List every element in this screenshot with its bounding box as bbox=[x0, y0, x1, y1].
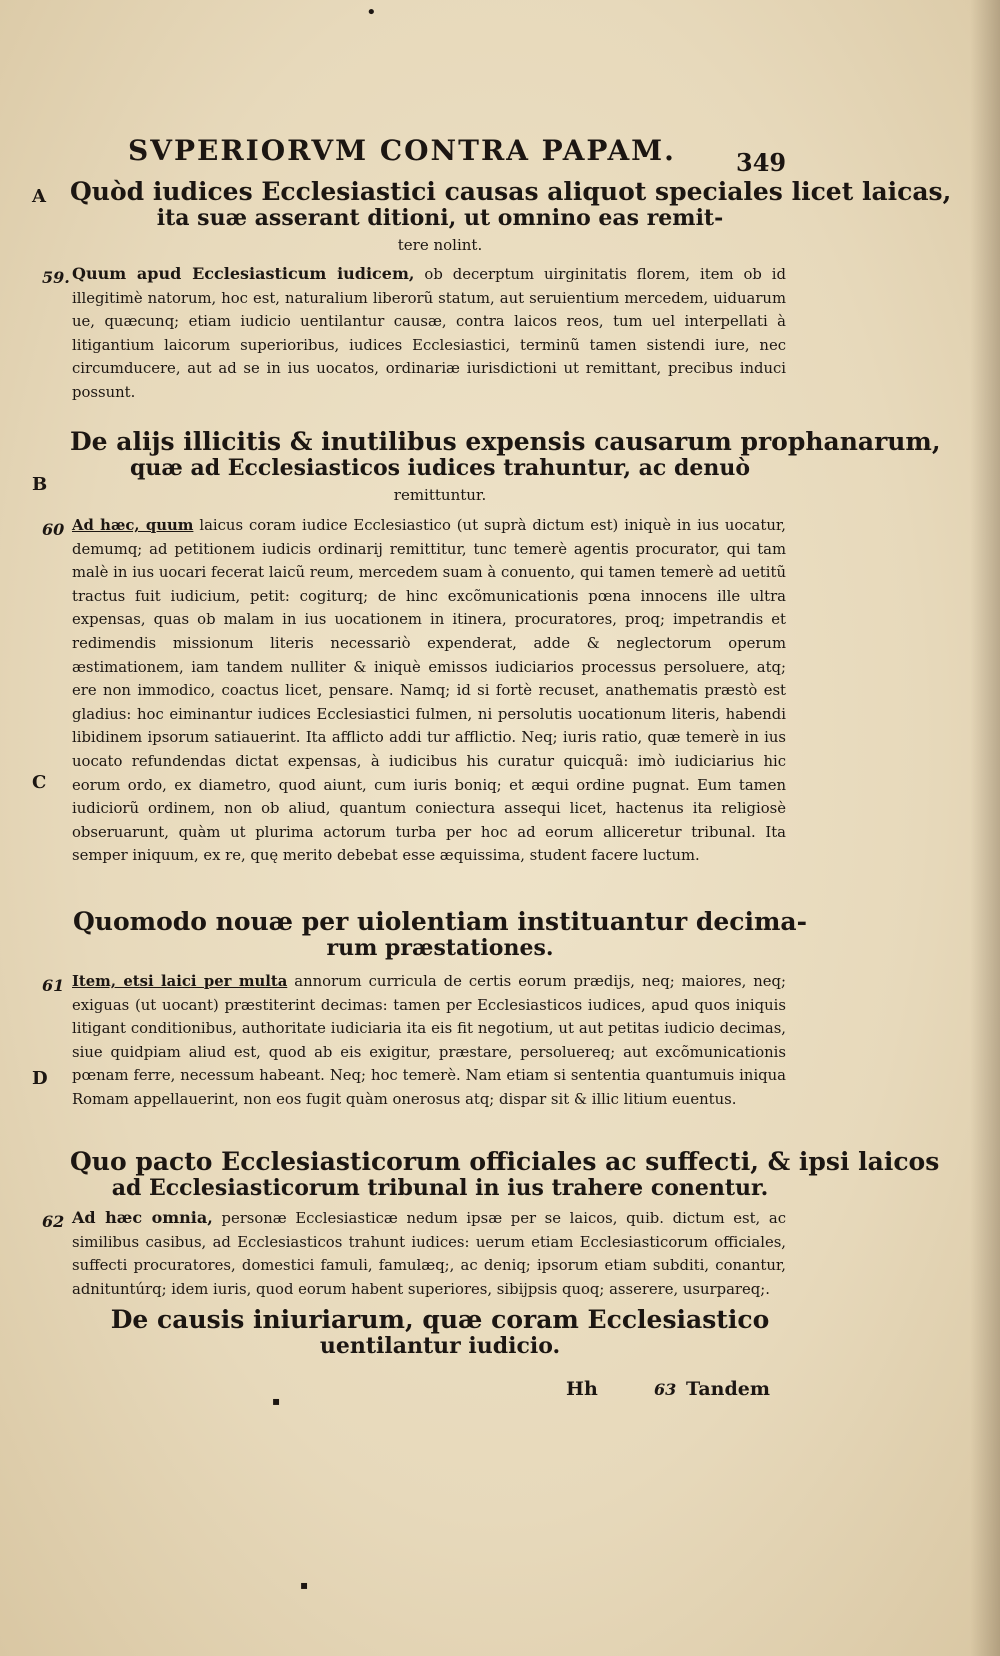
catchword: Tandem bbox=[686, 1378, 770, 1400]
heading-line: uentilantur iudicio. bbox=[319, 1333, 561, 1359]
ink-speck: ▪ bbox=[300, 1578, 309, 1592]
heading-line: rum præstationes. bbox=[326, 935, 554, 961]
paragraph-62 bbox=[72, 1206, 786, 1301]
paragraph-61 bbox=[72, 970, 786, 1112]
paragraph-number: 61 bbox=[42, 976, 65, 995]
top-ornament: • bbox=[366, 2, 377, 23]
heading-line: quæ ad Ecclesiasticos iudices trahuntur, ac denuò bbox=[129, 455, 751, 481]
section-heading-4 bbox=[70, 1147, 940, 1202]
marginal-letter-a: A bbox=[32, 186, 46, 207]
section-heading-1 bbox=[70, 177, 952, 259]
paragraph-lead: Ad hæc, quum bbox=[72, 517, 194, 534]
paragraph-body: annorum curricula de certis eorum prædijs, neq; maiores, neq; exiguas (ut uocant) præstiterint decimas: tamen per Ecclesiasticos iudices, apud quos iniquis litigant conditionibus, authoritate iudiciaria ita eis fit negotium, ut aut petitas iudicio decimas, siue quidpiam aliud est, quod ab eis exigitur, præstare, persoluereq; aut excõmunicationis pœnam ferre, necessum habeant. Neq; hoc temerè. Nam etiam si sententia quantumuis iniqua Romam appellauerint, non eos fugit quàm onerosus atq; dispar sit & illic litium euentus. bbox=[72, 973, 786, 1108]
paragraph-number: 59. bbox=[42, 268, 70, 287]
heading-line: Quo pacto Ecclesiasticorum officiales ac suffecti, & ipsi laicos bbox=[70, 1147, 940, 1176]
paragraph-lead: Ad hæc omnia, bbox=[72, 1208, 213, 1227]
heading-line: tere nolint. bbox=[397, 236, 483, 254]
heading-line: ita suæ asserant ditioni, ut omnino eas remit- bbox=[156, 205, 724, 231]
heading-line: Quomodo nouæ per uiolentiam instituantur decima- bbox=[73, 907, 807, 936]
paragraph-number: 60 bbox=[42, 520, 65, 539]
paragraph-59 bbox=[72, 262, 786, 405]
signature-mark: Hh bbox=[566, 1378, 598, 1400]
page-edge-shadow bbox=[970, 0, 1000, 1656]
section-heading-2 bbox=[70, 427, 941, 509]
folio-number: 349 bbox=[736, 148, 787, 177]
heading-line: Quòd iudices Ecclesiastici causas aliquot speciales licet laicas, bbox=[70, 177, 952, 206]
paragraph-60 bbox=[72, 514, 786, 868]
paragraph-body: ob decerptum uirginitatis florem, item ob id illegitimè natorum, hoc est, naturalium liberorũ statum, aut seruientium mercedem, uiduarum ue, quæcunq; etiam iudicio uentilantur causæ, contra laicos reos, tum uel interpellati à litigantium laicorum superioribus, iudices Ecclesiastici, terminũ tamen sistendi iure, nec circumducere, aut ad se in ius uocatos, ordinariæ iurisdictioni ut remittant, precibus induci possunt. bbox=[72, 266, 786, 401]
paragraph-number: 62 bbox=[42, 1212, 65, 1231]
paragraph-body: personæ Ecclesiasticæ nedum ipsæ per se laicos, quib. dictum est, ac similibus casibus, ad Ecclesiasticos trahunt iudices: uerum etiam Ecclesiasticorum officiales, suffecti procuratores, domestici famuli, famulæq;, ac deniq; ipsorum etiam subditi, conantur, adnituntúrq; idem iuris, quod eorum habent superiores, sibijpsis quoq; asserere, usurpareq;. bbox=[72, 1210, 786, 1298]
section-heading-3 bbox=[70, 908, 810, 962]
paragraph-lead: Quum apud Ecclesiasticum iudicem, bbox=[72, 264, 415, 283]
heading-line: remittuntur. bbox=[393, 486, 487, 504]
paragraph-lead: Item, etsi laici per multa bbox=[72, 973, 288, 990]
section-heading-5 bbox=[70, 1306, 810, 1360]
heading-line: ad Ecclesiasticorum tribunal in ius trahere conentur. bbox=[111, 1175, 769, 1201]
heading-line: De alijs illicitis & inutilibus expensis causarum prophanarum, bbox=[70, 427, 941, 456]
running-head: SVPERIORVM CONTRA PAPAM. bbox=[128, 134, 676, 167]
marginal-letter-b: B bbox=[32, 474, 48, 495]
catch-paragraph-number: 63 bbox=[654, 1380, 677, 1399]
marginal-letter-d: D bbox=[32, 1068, 48, 1089]
paragraph-body: laicus coram iudice Ecclesiastico (ut suprà dictum est) iniquè in ius uocatur, demumq; ad petitionem iudicis ordinarij remittitur, tunc temerè agentis procurator, qui tam malè in ius uocari fecerat laicũ reum, mercedem suam à conuento, qui tamen temerè ad uetitũ tractus fuit iudicium, petit: cogiturq; de hinc excõmunicationis pœna innocens ille ultra expensas, quas ob malam in ius uocationem in itinera, procuratores, proq; impetrandis et redimendis missionum literis necessariò expenderat, adde & neglectorum operum æstimationem, iam tandem nulliter & iniquè emissos iudiciarios processus persoluere, atq; ere non immodico, coactus licet, pensare. Namq; id si fortè recuset, anathematis præstò est gladius: hoc eiminantur iudices Ecclesiastici fulmen, ni persolutis uocationum literis, habendi libidinem ipsorum satiauerint. Ita afflicto addi tur afflictio. Neq; iuris ratio, quæ temerè in ius uocato refundendas dictat expensas, à iudicibus his curatur quicquã: imò iudiciarius hic eorum ordo, ex diametro, quod aiunt, cum iuris boniq; et æqui ordine pugnat. Eum tamen iudiciorũ ordinem, non ob aliud, quantum coniectura assequi licet, hactenus ita religiosè obseruarunt, quàm ut plurima actorum turba per hoc ad eorum alliceretur tribunal. Ita semper iniquum, ex re, quę merito debebat esse æquissima, student facere luctum. bbox=[72, 517, 787, 865]
heading-line: De causis iniuriarum, quæ coram Ecclesiastico bbox=[110, 1305, 770, 1334]
ink-speck: ▪ bbox=[272, 1394, 281, 1408]
marginal-letter-c: C bbox=[32, 772, 47, 793]
